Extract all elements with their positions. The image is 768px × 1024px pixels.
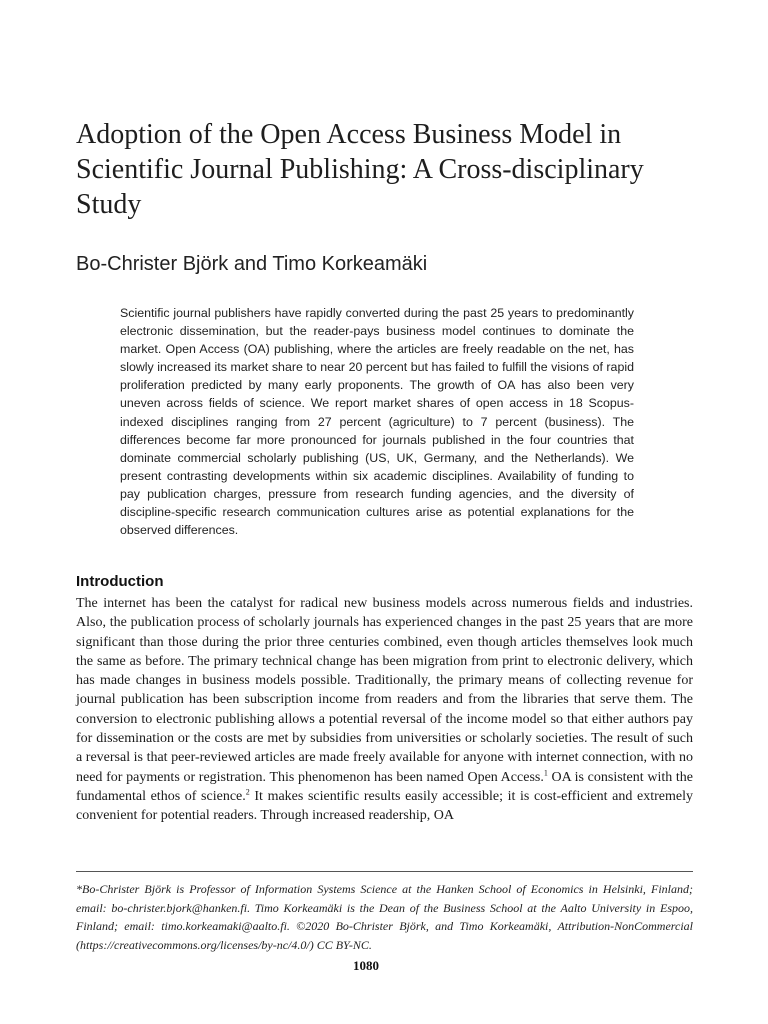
abstract: Scientific journal publishers have rapidly converted during the past 25 years to predominantly electronic dissemination, but the reader-pays business model continues to dominate the market. Open Access (OA) publishing, where the articles are freely readable on the net, has slowly increased its market share to near 20 percent but has failed to fulfill the visions of rapid proliferation predicted by many early proponents. The growth of OA has also been very uneven across fields of science. We report market shares of open access in 18 Scopus-indexed disciplines ranging from 27 percent (agriculture) to 7 percent (business). The differences become far more pronounced for journals published in the four countries that dominate commercial scholarly publishing (US, UK, Germany, and the Netherlands). We present contrasting developments within six academic disciplines. Availability of funding to pay publication charges, pressure from research funding agencies, and the diversity of discipline-specific research communication cultures arise as potential explanations for the observed differences. [120,306,634,538]
author-footnote: *Bo-Christer Björk is Professor of Information Systems Science at the Hanken School of Economics in Helsinki, Finland; email: bo-christer.bjork@hanken.fi. Timo Korkeamäki is the Dean of the Business School at the Aalto University in Espoo, Finland; email: timo.korkeamaki@aalto.fi. ©2020 Bo-Christer Björk, and Timo Korkeamäki, Attribution-NonCommercial (https://creativecommons.org/licenses/by-nc/4.0/) CC BY-NC. [76,882,693,952]
footnote-reference-2[interactable]: 2 [245,787,250,797]
article-authors: Bo-Christer Björk and Timo Korkeamäki [76,253,428,275]
article-title: Adoption of the Open Access Business Model in Scientific Journal Publishing: A Cross-disciplinary Study [76,119,644,220]
introduction-text-part3: It makes scientific results easily accessible; it is cost-efficient and extremely convenient for potential readers. Through increased readership, OA [76,788,693,824]
introduction-heading: Introduction [76,573,164,590]
introduction-text-part1: The internet has been the catalyst for radical new business models across numerous fields and industries. Also, the publication process of scholarly journals has experienced changes in the past 25 years that are more significant than those during the prior three centuries combined, even though articles themselves look much the same as before. The primary technical change has been migration from print to electronic delivery, which has made changes in business models possible. Traditionally, the primary means of collecting revenue for journal publication has been subscription income from readers and from the libraries that serve them. The conversion to electronic publishing allows a potential reversal of the income model so that either authors pay for dissemination or the costs are met by subsidies from universities or scholarly societies. The result of such a reversal is that peer-reviewed articles are made freely available for anyone with internet connection, with no need for payments or registration. This phenomenon has been named Open Access. [76,596,693,785]
footnote-reference-1[interactable]: 1 [543,768,548,778]
introduction-body [76,594,693,826]
page-number: 1080 [353,958,379,973]
footnote-divider [76,871,693,872]
introduction-text-part2: OA is consistent with the fundamental ethos of science. [76,769,693,804]
